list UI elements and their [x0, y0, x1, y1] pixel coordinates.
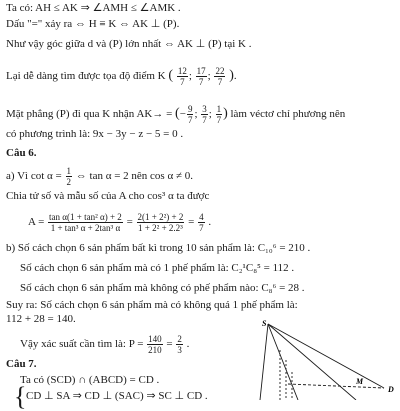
toa-do-text: Lại dễ dàng tìm được tọa độ điểm K: [6, 70, 166, 83]
edge-sb: [268, 324, 298, 400]
line-chia: Chia tử số và mẫu số của A cho cos³ α ta được: [6, 190, 210, 202]
prob-frac1: $\frac{140}{210}$: [148, 334, 162, 355]
cot-frac: $\frac{1}{2}$: [66, 166, 72, 187]
v-x: $\frac{9}{7}$: [187, 104, 193, 125]
v-z: $\frac{1}{7}$: [216, 104, 222, 125]
A-left: $\frac{\text{tan α(1 + tan² α) + 2}}{\text{1 + tan³ α + 2tan³ α}}$: [49, 212, 122, 233]
line-sum: 112 + 28 = 140.: [6, 313, 76, 325]
label-m: M: [356, 377, 364, 386]
sys-first: CD ⊥ SA: [26, 390, 70, 402]
v-y: $\frac{3}{7}$: [202, 104, 207, 125]
line-nhu-vay: Như vậy góc giữa d và (P) lớn nhất ⇔ AK ⊥ (P) tại K .: [6, 38, 252, 50]
heading-cau-6: Câu 6.: [6, 147, 37, 159]
line-system: [26, 390, 208, 403]
line-cau6b: b) Số cách chọn 6 sản phẩm bất kì trong 10 sản phẩm là: C₁₀⁶ = 210 .: [6, 242, 311, 254]
edge-sm: [268, 324, 356, 400]
a-pre: a) Vì cot α =: [6, 170, 62, 183]
edge-sa: [260, 324, 268, 400]
heading-cau-7: Câu 7.: [6, 358, 37, 370]
line-probability: Vậy xác suất cần tìm là: P = $\frac{140}{210}$ = $\frac{2}{3}$ .: [20, 334, 190, 355]
line-ta-co: Ta có: AH ≤ AK ⇒ ∠AMH ≤ ∠AMK .: [6, 2, 181, 14]
k-y: $\frac{17}{7}$: [196, 66, 206, 87]
mat-phang-post: làm véctơ chỉ phương nên: [230, 108, 346, 121]
edge-ad: [288, 384, 384, 388]
system-brace: {: [14, 382, 27, 411]
mat-phang-text: Mặt phẳng (P) đi qua K nhận: [6, 108, 135, 121]
A-mid: $\frac{\text{2(1 + 2²) + 2}}{\text{1 + 2² + 2.2³}}$: [137, 212, 184, 233]
k-z: $\frac{22}{7}$: [215, 66, 225, 87]
line-mat-phang: Mặt phẳng (P) đi qua K nhận AK→ = (− $\frac{9}{7}$ ; $\frac{3}{7}$ ; $\frac{1}{7}$ ) làm véctơ chỉ phương nên: [6, 104, 346, 125]
line-suy-ra: Suy ra: Số cách chọn 6 sản phẩm mà có không quá 1 phế phẩm là:: [6, 299, 298, 311]
line-cau6a: [6, 166, 193, 187]
sys-post: ⇒ CD ⊥ (SAC) ⇒ SC ⊥ CD .: [72, 390, 208, 402]
line-scd: Ta có (SCD) ∩ (ABCD) = CD .: [20, 374, 160, 386]
prob-pre: Vậy xác suất cần tìm là: P =: [20, 338, 144, 351]
line-dau-bang: Dấu "=" xảy ra ⇔ H ≡ K ⇔ AK ⊥ (P).: [6, 18, 180, 30]
k-x: $\frac{12}{7}$: [177, 66, 187, 87]
line-b2: Số cách chọn 6 sản phẩm mà không có phế phẩm nào: C₈⁶ = 28 .: [20, 282, 305, 294]
edge-sd: [268, 324, 384, 388]
label-s: S: [262, 320, 267, 328]
A-result: $\frac{4}{7}$: [199, 212, 204, 233]
a-post: ⇔ tan α = 2 nên cos α ≠ 0.: [75, 170, 194, 183]
prob-frac2: $\frac{2}{3}$: [177, 334, 182, 355]
label-d: D: [388, 385, 394, 394]
line-b1: Số cách chọn 6 sản phẩm mà có 1 phế phẩm là: C₂¹C₈⁵ = 112 .: [20, 262, 295, 274]
line-toa-do-k: Lại dễ dàng tìm được tọa độ điểm K ( $\frac{12}{7}$ ; $\frac{17}{7}$ ; $\frac{22}{7}$ ).: [6, 66, 237, 87]
pyramid-figure: [258, 320, 398, 400]
line-phuong-trinh: có phương trình là: 9x − 3y − z − 5 = 0 .: [6, 128, 184, 140]
line-A-formula: A = $\frac{\text{tan α(1 + tan² α) + 2}}{\text{1 + tan³ α + 2tan³ α}}$ = $\frac{\text{2(1 + 2²) + 2}}{\text{1 + 2² + 2.2³}}$ = $\frac{4}{7}$ .: [28, 212, 212, 233]
